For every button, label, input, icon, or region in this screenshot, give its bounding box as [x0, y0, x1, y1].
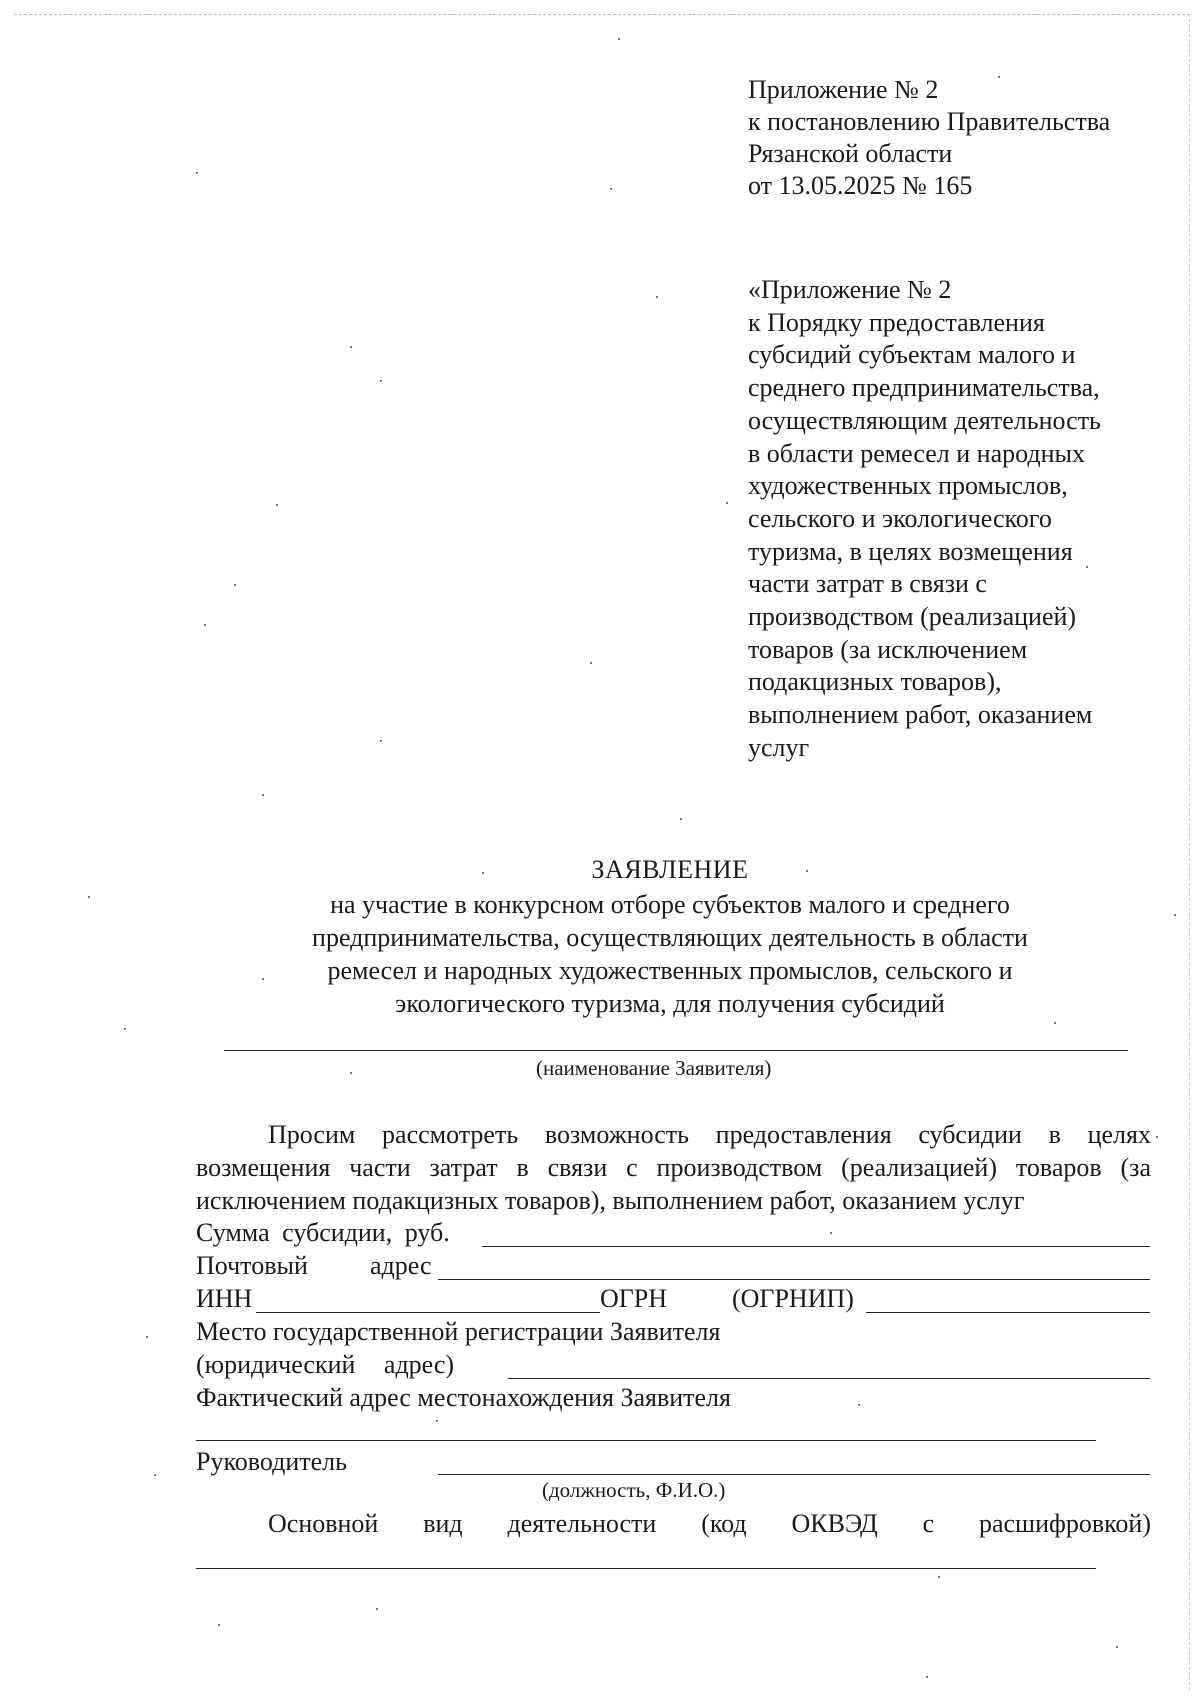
- activity-field[interactable]: [196, 1568, 1096, 1569]
- subtitle-line: экологического туризма, для получения субсидий: [395, 989, 945, 1018]
- ogrnip-label: (ОГРНИП): [732, 1284, 854, 1313]
- order-line: к Порядку предоставления: [748, 307, 1045, 337]
- legal-address-label: (юридический адрес): [196, 1350, 455, 1379]
- appendix-line: Рязанской области: [748, 139, 953, 168]
- appendix-line: от 13.05.2025 № 165: [748, 171, 973, 200]
- order-line: «Приложение № 2: [748, 275, 952, 304]
- order-line: среднего предпринимательства,: [748, 373, 1100, 403]
- request-line: Просим рассмотреть возможность предоставления субсидии в целях: [268, 1120, 1151, 1149]
- appendix-line: Приложение № 2: [748, 75, 939, 104]
- applicant-name-caption: (наименование Заявителя): [536, 1056, 772, 1080]
- order-line: товаров (за исключением: [748, 634, 1028, 664]
- appendix-header: [748, 74, 1168, 202]
- order-appendix-header: [748, 274, 1168, 765]
- ogrn-label: ОГРН: [600, 1284, 668, 1313]
- actual-address-field[interactable]: [196, 1440, 1096, 1441]
- document-title: ЗАЯВЛЕНИЕ: [591, 855, 749, 884]
- postal-address-label-1: Почтовый: [196, 1251, 308, 1280]
- registration-place-label: Место государственной регистрации Заявителя: [196, 1317, 721, 1346]
- activity-label: Основной вид деятельности (код ОКВЭД с расшифровкой): [268, 1509, 1151, 1538]
- ogrn-field[interactable]: [866, 1312, 1150, 1313]
- request-line: возмещения части затрат в связи с производством (реализацией) товаров (за: [196, 1153, 1151, 1182]
- order-line: художественных промыслов,: [748, 471, 1068, 501]
- postal-address-field[interactable]: [438, 1279, 1150, 1280]
- head-label: Руководитель: [196, 1447, 347, 1476]
- order-line: в области ремесел и народных: [748, 438, 1085, 468]
- appendix-line: к постановлению Правительства: [748, 107, 1111, 136]
- subtitle-line: ремесел и народных художественных промыслов, сельского и: [327, 956, 1013, 985]
- order-line: сельского и экологического: [748, 503, 1052, 533]
- order-line: осуществляющим деятельность: [748, 405, 1101, 435]
- document-subtitle: [260, 888, 1080, 1020]
- order-line: части затрат в связи с: [748, 569, 987, 599]
- subsidy-amount-field[interactable]: [482, 1246, 1150, 1247]
- order-line: производством (реализацией): [748, 602, 1077, 632]
- request-line: исключением подакцизных товаров), выполнением работ, оказанием услуг: [196, 1186, 1025, 1215]
- subsidy-amount-label: Сумма субсидии, руб.: [196, 1218, 450, 1247]
- inn-label: ИНН: [196, 1284, 253, 1313]
- head-field[interactable]: [438, 1474, 1150, 1475]
- applicant-name-field[interactable]: [224, 1050, 1128, 1051]
- order-line: подакцизных товаров),: [748, 667, 1002, 697]
- subtitle-line: предпринимательства, осуществляющих деятельность в области: [312, 923, 1028, 952]
- postal-address-label-2: адрес: [370, 1251, 432, 1280]
- order-line: субсидий субъектам малого и: [748, 340, 1076, 370]
- legal-address-field[interactable]: [508, 1378, 1150, 1379]
- actual-address-label: Фактический адрес местонахождения Заявителя: [196, 1383, 731, 1412]
- scan-edge: [14, 14, 1190, 1690]
- order-line: услуг: [748, 732, 810, 762]
- request-paragraph: [196, 1118, 1151, 1217]
- head-caption: (должность, Ф.И.О.): [542, 1478, 726, 1502]
- inn-field[interactable]: [256, 1312, 600, 1313]
- order-line: выполнением работ, оказанием: [748, 700, 1093, 730]
- subtitle-line: на участие в конкурсном отборе субъектов малого и среднего: [330, 890, 1010, 919]
- order-line: туризма, в целях возмещения: [748, 536, 1073, 566]
